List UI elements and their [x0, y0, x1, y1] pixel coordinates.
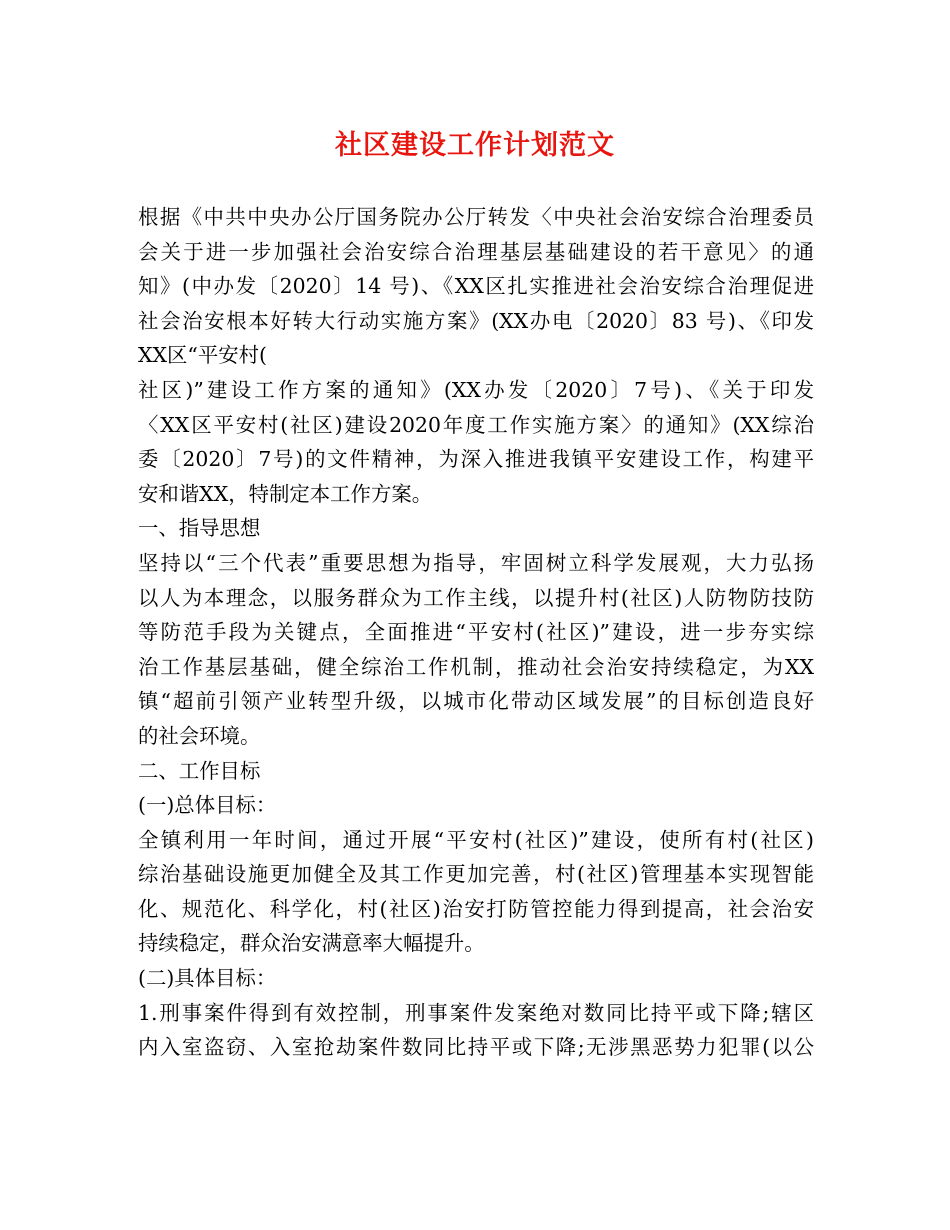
text-line: 1.刑事案件得到有效控制，刑事案件发案绝对数同比持平或下降;辖区: [138, 1000, 814, 1025]
text-line: 会关于进一步加强社会治安综合治理基层基础建设的若干意见〉的通: [138, 239, 814, 264]
text-line: 〈XX区平安村(社区)建设2020年度工作实施方案〉的通知》(XX综治: [138, 412, 814, 437]
text-line: 全镇利用一年时间，通过开展“平安村(社区)”建设，使所有村(社区): [138, 827, 814, 852]
text-line: 的社会环境。: [138, 723, 261, 748]
text-line: 持续稳定，群众治安满意率大幅提升。: [138, 931, 485, 956]
document-body: [138, 200, 814, 1065]
text-line: 根据《中共中央办公厅国务院办公厅转发〈中央社会治安综合治理委员: [138, 205, 814, 229]
text-line: (二)具体目标：: [138, 966, 277, 991]
text-line: 二、工作目标: [138, 758, 261, 783]
text-line: XX区“平安村(: [138, 343, 267, 368]
text-line: 委〔2020〕7号)的文件精神，为深入推进我镇平安建设工作，构建平: [138, 447, 814, 472]
text-line: 内入室盗窃、入室抢劫案件数同比持平或下降;无涉黑恶势力犯罪(以公: [138, 1035, 814, 1060]
text-line: 坚持以“三个代表”重要思想为指导，牢固树立科学发展观，大力弘扬: [138, 550, 814, 575]
text-line: 镇“超前引领产业转型升级，以城市化带动区域发展”的目标创造良好: [138, 689, 814, 714]
text-line: 一、指导思想: [138, 516, 261, 541]
text-line: 以人为本理念，以服务群众为工作主线，以提升村(社区)人防物防技防: [138, 585, 814, 610]
text-line: 社会治安根本好转大行动实施方案》(XX办电〔2020〕83 号)、《印发: [138, 308, 814, 333]
text-line: 化、规范化、科学化，村(社区)治安打防管控能力得到提高，社会治安: [138, 896, 814, 921]
text-line: 知》(中办发〔2020〕14 号)、《XX区扎实推进社会治安综合治理促进: [138, 274, 814, 299]
text-line: 社区)”建设工作方案的通知》(XX办发〔2020〕7号)、《关于印发: [138, 377, 814, 402]
text-line: 治工作基层基础，健全综治工作机制，推动社会治安持续稳定，为XX: [138, 654, 814, 679]
text-line: 等防范手段为关键点，全面推进“平安村(社区)”建设，进一步夯实综: [138, 620, 814, 645]
text-line: (一)总体目标：: [138, 793, 277, 818]
text-line: 安和谐XX，特制定本工作方案。: [138, 481, 433, 506]
text-line: 综治基础设施更加健全及其工作更加完善，村(社区)管理基本实现智能: [138, 862, 814, 887]
document-title: 社区建设工作计划范文: [335, 130, 615, 161]
